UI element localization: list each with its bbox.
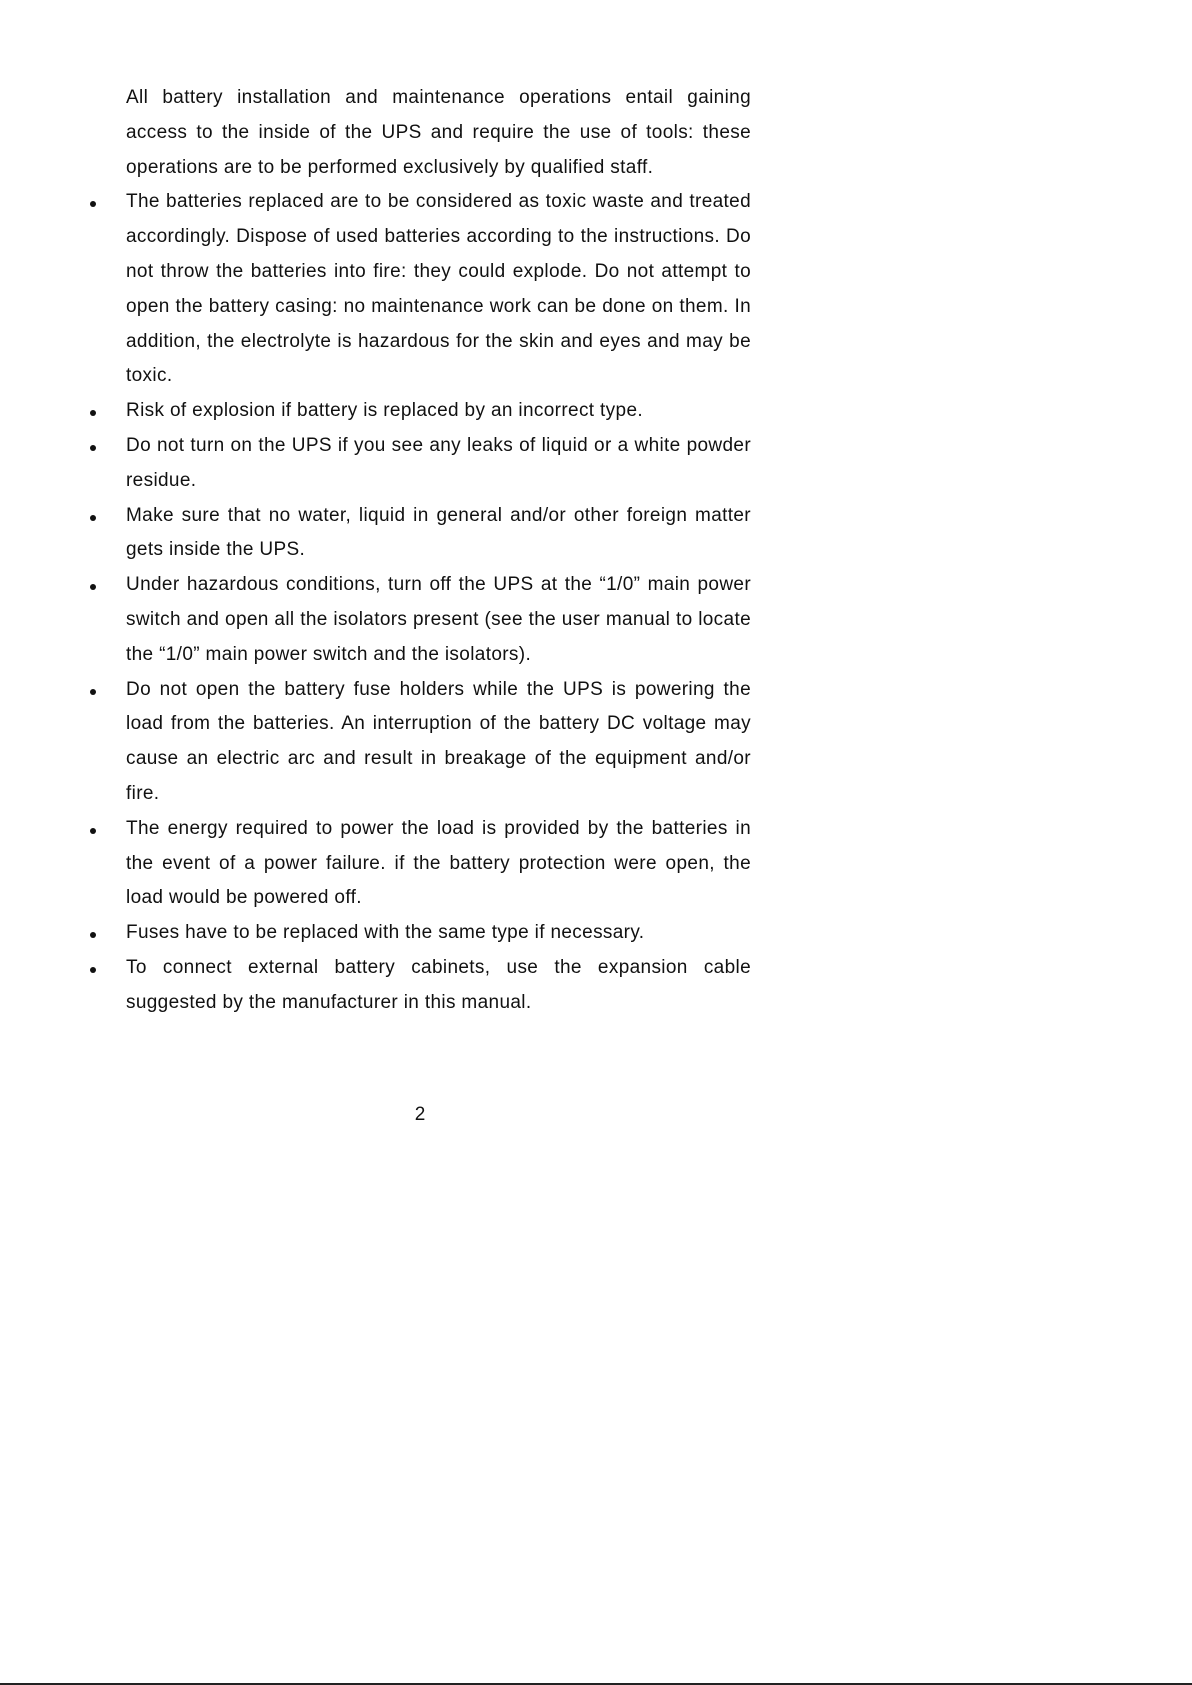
bullet-icon: [90, 967, 96, 973]
bullet-text: The batteries replaced are to be considered as toxic waste and treated accordingly. Dispose of used batteries according to the instructions. Do not throw the batteries into fire: they could explode. Do not attempt to open the battery casing: no maintenance work can be done on them. In addition, the electrolyte is hazardous for the skin and eyes and may be toxic.: [126, 191, 751, 387]
bullet-icon: [90, 584, 96, 590]
bullet-text: To connect external battery cabinets, use the expansion cable suggested by the manufacturer in this manual.: [126, 956, 751, 1013]
bullet-text: Under hazardous conditions, turn off the UPS at the “1/0” main power switch and open all the isolators present (see the user manual to locate the “1/0” main power switch and the isolators).: [126, 574, 751, 665]
bullet-icon: [90, 410, 96, 416]
safety-instructions: [126, 81, 751, 1021]
bullet-item-fuses: [126, 916, 751, 951]
bullet-item-external-cabinets: [126, 951, 751, 1021]
bullet-icon: [90, 689, 96, 695]
bullet-item-leaks: [126, 429, 751, 499]
bullet-text: Risk of explosion if battery is replaced by an incorrect type.: [126, 400, 643, 422]
bullet-text: The energy required to power the load is provided by the batteries in the event of a power failure. if the battery protection were open, the load would be powered off.: [126, 817, 751, 909]
bullet-icon: [90, 828, 96, 834]
bullet-icon: [90, 201, 96, 207]
bullet-text: Do not turn on the UPS if you see any leaks of liquid or a white powder residue.: [126, 434, 751, 491]
bullet-item-foreign-matter: [126, 499, 751, 569]
bullet-text: Make sure that no water, liquid in general and/or other foreign matter gets inside the UPS.: [126, 504, 751, 561]
bullet-item-explosion-risk: [126, 394, 751, 429]
bullet-item-toxic-waste: [126, 185, 751, 394]
bullet-icon: [90, 932, 96, 938]
bullet-icon: [90, 445, 96, 451]
bullet-item-fuse-holders: [126, 673, 751, 812]
safety-bullet-list: [126, 185, 751, 1020]
bullet-icon: [90, 515, 96, 521]
intro-paragraph: All battery installation and maintenance operations entail gaining access to the inside of the UPS and require the use of tools: these operations are to be performed exclusively by qualified staff.: [126, 87, 751, 178]
bullet-item-hazardous-conditions: [126, 568, 751, 672]
bullet-item-power-failure: [126, 812, 751, 916]
bullet-text: Do not open the battery fuse holders while the UPS is powering the load from the batteries. An interruption of the battery DC voltage may cause an electric arc and result in breakage of the equipment and/or fire.: [126, 678, 751, 804]
page-number: 2: [414, 1104, 426, 1125]
bullet-text: Fuses have to be replaced with the same type if necessary.: [126, 922, 645, 944]
